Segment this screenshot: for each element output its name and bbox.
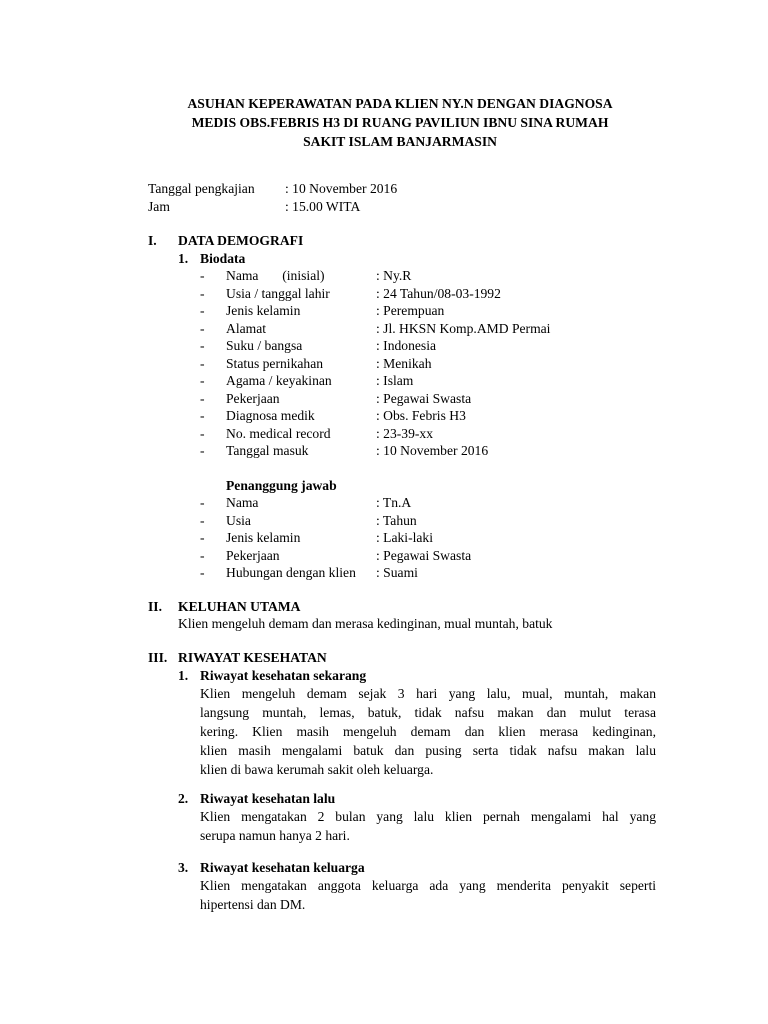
field-label: Hubungan dengan klien [226, 565, 356, 580]
dash-bullet: - [200, 495, 205, 510]
field-value: : 24 Tahun/08-03-1992 [376, 285, 501, 301]
jam-label: Jam [148, 199, 170, 214]
dash-bullet: - [200, 268, 205, 283]
paragraph-line: hipertensi dan DM. [200, 897, 306, 912]
dash-bullet: - [200, 338, 205, 353]
paragraph-line: klien masih mengalami batuk dan pusing serta tidak nafsu makan lalu [200, 743, 656, 758]
field-label: No. medical record [226, 425, 331, 441]
sub-3-paragraph [200, 876, 656, 914]
jam-value: : 15.00 WITA [285, 199, 361, 214]
biodata-heading: Biodata [200, 251, 246, 266]
field-label: Tanggal masuk [226, 443, 309, 458]
section-1-number: I. [148, 233, 157, 248]
dash-bullet: - [200, 443, 205, 458]
field-value: : Laki-laki [376, 530, 433, 545]
dash-bullet: - [200, 303, 205, 318]
sub-1-paragraph [200, 684, 656, 779]
dash-bullet: - [200, 547, 205, 563]
sub-3-number: 3. [178, 860, 189, 875]
title-line-3: SAKIT ISLAM BANJARMASIN [303, 134, 497, 149]
tanggal-label: Tanggal pengkajian [148, 181, 255, 196]
field-label: Usia / tanggal lahir [226, 285, 330, 301]
section-3-number: III. [148, 650, 168, 665]
dash-bullet: - [200, 565, 205, 580]
field-value: : Jl. HKSN Komp.AMD Permai [376, 320, 551, 336]
field-label: Nama [226, 495, 259, 510]
sub-2-paragraph [200, 807, 656, 845]
field-label: Diagnosa medik [226, 408, 315, 423]
field-value: : Tn.A [376, 495, 412, 510]
field-value: : Indonesia [376, 338, 437, 353]
field-value: : Islam [376, 373, 414, 388]
field-label: Nama (inisial) [226, 268, 325, 283]
section-3-heading: RIWAYAT KESEHATAN [178, 650, 327, 665]
section-2-heading: KELUHAN UTAMA [178, 599, 301, 614]
paragraph-line: kering. Klien masih mengeluh demam dan klien merasa kedinginan, [200, 724, 656, 739]
dash-bullet: - [200, 373, 205, 388]
field-label: Pekerjaan [226, 547, 280, 563]
field-value: : 23-39-xx [376, 425, 434, 441]
keluhan-text: Klien mengeluh demam dan merasa kedinginan, mual muntah, batuk [178, 616, 553, 631]
field-value: : Pegawai Swasta [376, 547, 472, 563]
sub-1-heading: Riwayat kesehatan sekarang [200, 668, 367, 683]
sub-3-heading: Riwayat kesehatan keluarga [200, 860, 365, 875]
dash-bullet: - [200, 355, 205, 371]
field-label: Jenis kelamin [226, 303, 301, 318]
dash-bullet: - [200, 408, 205, 423]
title-line-1: ASUHAN KEPERAWATAN PADA KLIEN NY.N DENGAN DIAGNOSA [187, 96, 613, 111]
field-value: : Ny.R [376, 268, 412, 283]
penanggung-heading: Penanggung jawab [226, 478, 337, 493]
section-2-number: II. [148, 599, 162, 614]
dash-bullet: - [200, 425, 205, 441]
sub-1-number: 1. [178, 668, 189, 683]
paragraph-line: klien di bawa kerumah sakit oleh keluarga. [200, 762, 434, 777]
tanggal-value: : 10 November 2016 [285, 181, 398, 196]
dash-bullet: - [200, 320, 205, 336]
field-label: Usia [226, 512, 251, 528]
document-title [140, 94, 660, 151]
field-label: Pekerjaan [226, 390, 280, 406]
field-label: Suku / bangsa [226, 338, 303, 353]
field-label: Alamat [226, 320, 267, 336]
field-value: : Suami [376, 565, 418, 580]
sub-2-number: 2. [178, 791, 189, 806]
dash-bullet: - [200, 285, 205, 301]
sub-2-heading: Riwayat kesehatan lalu [200, 791, 336, 806]
field-value: : 10 November 2016 [376, 443, 489, 458]
field-value: : Menikah [376, 355, 432, 371]
biodata-number: 1. [178, 251, 189, 266]
paragraph-line: Klien mengatakan anggota keluarga ada yang menderita penyakit seperti [200, 878, 656, 893]
dash-bullet: - [200, 390, 205, 406]
dash-bullet: - [200, 512, 205, 528]
paragraph-line: Klien mengatakan 2 bulan yang lalu klien pernah mengalami hal yang [200, 809, 656, 824]
field-value: : Tahun [376, 512, 417, 528]
field-value: : Obs. Febris H3 [376, 408, 466, 423]
field-value: : Pegawai Swasta [376, 390, 472, 406]
section-1-heading: DATA DEMOGRAFI [178, 233, 304, 248]
field-label: Jenis kelamin [226, 530, 301, 545]
paragraph-line: Klien mengeluh demam sejak 3 hari yang lalu, mual, muntah, makan [200, 686, 656, 701]
field-label: Status pernikahan [226, 355, 324, 371]
dash-bullet: - [200, 530, 205, 545]
field-value: : Perempuan [376, 303, 445, 318]
title-line-2: MEDIS OBS.FEBRIS H3 DI RUANG PAVILIUN IBNU SINA RUMAH [191, 115, 609, 130]
paragraph-line: langsung muntah, lemas, batuk, tidak nafsu makan dan mulut terasa [200, 705, 656, 720]
paragraph-line: serupa namun hanya 2 hari. [200, 828, 350, 843]
field-label: Agama / keyakinan [226, 373, 332, 388]
